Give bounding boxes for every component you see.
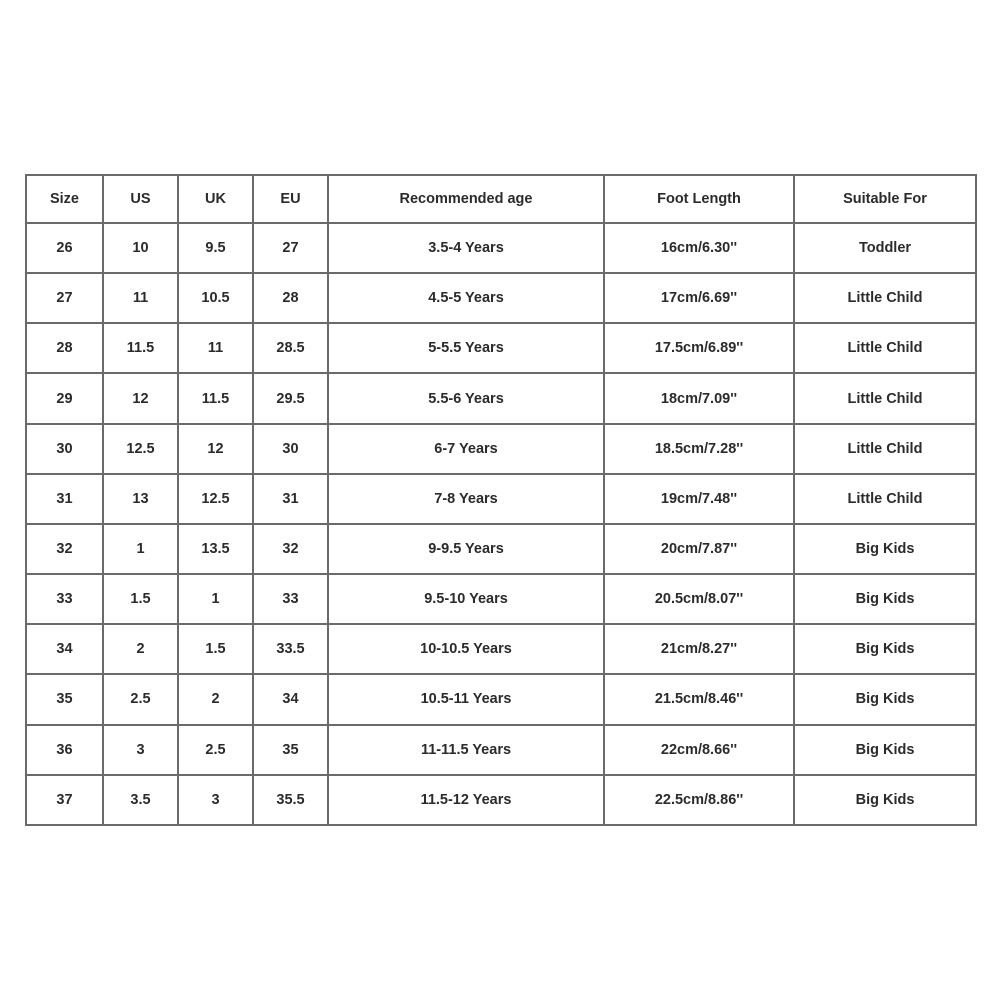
table-cell: 10 <box>103 223 178 273</box>
table-cell: 36 <box>26 725 103 775</box>
table-cell: 30 <box>26 424 103 474</box>
table-cell: 27 <box>253 223 328 273</box>
table-row <box>26 373 976 423</box>
table-row <box>26 273 976 323</box>
table-cell: 13.5 <box>178 524 253 574</box>
table-cell: 30 <box>253 424 328 474</box>
table-cell: 9.5-10 Years <box>328 574 604 624</box>
table-row <box>26 524 976 574</box>
table-row <box>26 223 976 273</box>
table-cell: 21.5cm/8.46'' <box>604 674 794 724</box>
table-cell: 31 <box>26 474 103 524</box>
table-cell: 34 <box>253 674 328 724</box>
header-cell: Size <box>26 175 103 223</box>
table-cell: 32 <box>26 524 103 574</box>
table-cell: 20.5cm/8.07'' <box>604 574 794 624</box>
table-cell: 26 <box>26 223 103 273</box>
table-cell: 34 <box>26 624 103 674</box>
table-cell: 5.5-6 Years <box>328 373 604 423</box>
table-cell: 22.5cm/8.86'' <box>604 775 794 825</box>
table-cell: 4.5-5 Years <box>328 273 604 323</box>
table-cell: Little Child <box>794 323 976 373</box>
table-cell: 1.5 <box>178 624 253 674</box>
table-cell: Big Kids <box>794 674 976 724</box>
size-chart-table <box>25 174 977 826</box>
table-cell: 1.5 <box>103 574 178 624</box>
table-row <box>26 474 976 524</box>
table-cell: 22cm/8.66'' <box>604 725 794 775</box>
table-cell: 28 <box>26 323 103 373</box>
table-cell: 10.5-11 Years <box>328 674 604 724</box>
table-cell: 12 <box>103 373 178 423</box>
table-cell: 3.5-4 Years <box>328 223 604 273</box>
table-cell: 2.5 <box>103 674 178 724</box>
table-cell: Little Child <box>794 424 976 474</box>
table-cell: Big Kids <box>794 524 976 574</box>
table-cell: 32 <box>253 524 328 574</box>
table-cell: 7-8 Years <box>328 474 604 524</box>
table-row <box>26 424 976 474</box>
table-cell: 2 <box>178 674 253 724</box>
table-cell: 11-11.5 Years <box>328 725 604 775</box>
table-cell: Big Kids <box>794 775 976 825</box>
table-row <box>26 574 976 624</box>
table-cell: 31 <box>253 474 328 524</box>
table-cell: 1 <box>178 574 253 624</box>
table-cell: Little Child <box>794 474 976 524</box>
table-cell: Little Child <box>794 373 976 423</box>
table-row <box>26 674 976 724</box>
table-cell: Toddler <box>794 223 976 273</box>
header-cell: Recommended age <box>328 175 604 223</box>
table-cell: 2.5 <box>178 725 253 775</box>
table-row <box>26 725 976 775</box>
table-cell: 19cm/7.48'' <box>604 474 794 524</box>
table-cell: 12.5 <box>103 424 178 474</box>
table-cell: 35 <box>253 725 328 775</box>
header-cell: US <box>103 175 178 223</box>
table-cell: 11 <box>103 273 178 323</box>
table-cell: 10.5 <box>178 273 253 323</box>
table-cell: 33 <box>26 574 103 624</box>
table-cell: 18.5cm/7.28'' <box>604 424 794 474</box>
table-cell: 28 <box>253 273 328 323</box>
table-cell: 17.5cm/6.89'' <box>604 323 794 373</box>
table-cell: 9-9.5 Years <box>328 524 604 574</box>
table-cell: 18cm/7.09'' <box>604 373 794 423</box>
table-cell: Big Kids <box>794 624 976 674</box>
table-cell: 5-5.5 Years <box>328 323 604 373</box>
table-cell: 11 <box>178 323 253 373</box>
table-cell: 12.5 <box>178 474 253 524</box>
table-cell: 3 <box>178 775 253 825</box>
table-cell: Little Child <box>794 273 976 323</box>
table-cell: 29 <box>26 373 103 423</box>
table-cell: 35 <box>26 674 103 724</box>
table-cell: 29.5 <box>253 373 328 423</box>
header-cell: EU <box>253 175 328 223</box>
table-cell: 33 <box>253 574 328 624</box>
table-cell: 3.5 <box>103 775 178 825</box>
table-cell: 10-10.5 Years <box>328 624 604 674</box>
table-cell: 33.5 <box>253 624 328 674</box>
table-cell: 2 <box>103 624 178 674</box>
table-cell: 20cm/7.87'' <box>604 524 794 574</box>
table-cell: 3 <box>103 725 178 775</box>
table-row <box>26 775 976 825</box>
table-cell: 11.5 <box>178 373 253 423</box>
table-cell: 1 <box>103 524 178 574</box>
table-cell: 21cm/8.27'' <box>604 624 794 674</box>
table-cell: 12 <box>178 424 253 474</box>
table-row <box>26 624 976 674</box>
header-row <box>26 175 976 223</box>
table-cell: 28.5 <box>253 323 328 373</box>
header-cell: Foot Length <box>604 175 794 223</box>
table-cell: 16cm/6.30'' <box>604 223 794 273</box>
header-cell: UK <box>178 175 253 223</box>
size-rows <box>26 223 976 825</box>
header-cell: Suitable For <box>794 175 976 223</box>
table-cell: 27 <box>26 273 103 323</box>
table-cell: 17cm/6.69'' <box>604 273 794 323</box>
table-cell: 13 <box>103 474 178 524</box>
table-cell: 37 <box>26 775 103 825</box>
table-cell: 11.5 <box>103 323 178 373</box>
table-cell: 9.5 <box>178 223 253 273</box>
table-cell: 35.5 <box>253 775 328 825</box>
table-cell: 6-7 Years <box>328 424 604 474</box>
table-cell: Big Kids <box>794 574 976 624</box>
table-cell: 11.5-12 Years <box>328 775 604 825</box>
table-row <box>26 323 976 373</box>
table-cell: Big Kids <box>794 725 976 775</box>
